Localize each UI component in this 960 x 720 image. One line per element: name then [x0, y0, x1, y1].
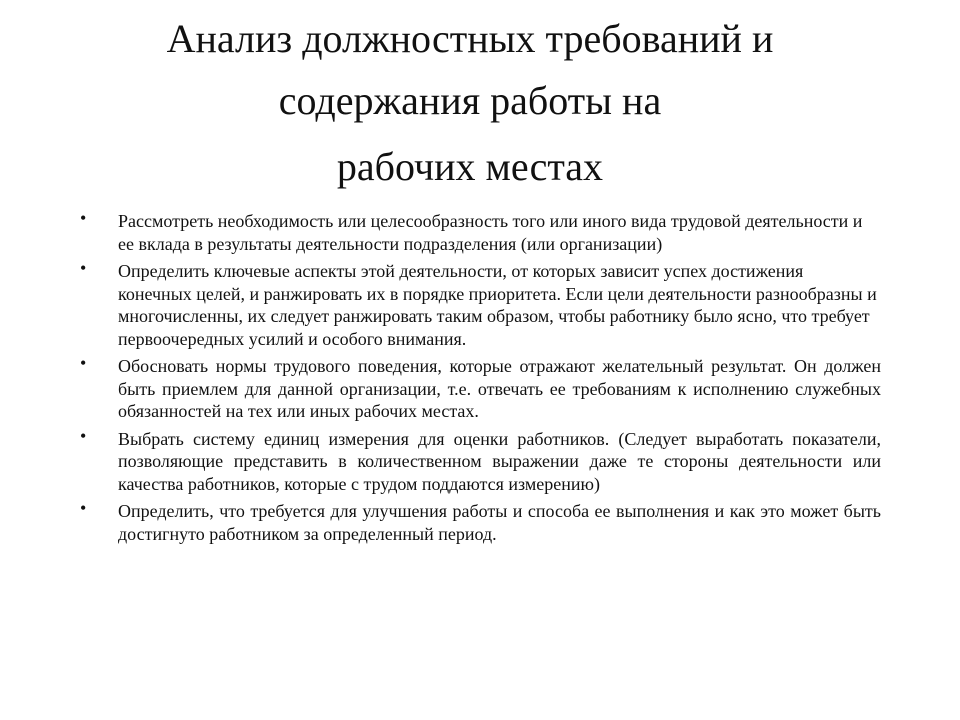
bullet-item	[78, 500, 881, 545]
bullet-icon: •	[80, 353, 87, 373]
bullet-icon: •	[80, 498, 87, 518]
title-line-1: Анализ должностных требований и	[166, 16, 774, 61]
bullet-icon: •	[80, 208, 87, 228]
bullet-text: Выбрать систему единиц измерения для оценки работников. (Следует выработать показатели, позволяющие представить в количественном выражении даже те стороны деятельности или качества работников, которые с трудом поддаются измерению)	[118, 428, 881, 494]
slide-title	[40, 8, 900, 198]
bullet-text: Обосновать нормы трудового поведения, которые отражают желательный результат. Он должен быть приемлем для данной организации, т.е. отвечать ее требованиям к исполнению служебных обязанностей на тех или иных рабочих местах.	[118, 356, 881, 421]
bullet-item	[78, 260, 881, 350]
bullet-text: Определить, что требуется для улучшения работы и способа ее выполнения и как это может быть достигнуто работником за определенный период.	[118, 501, 881, 544]
bullet-icon: •	[80, 258, 87, 278]
bullet-list	[78, 210, 881, 550]
bullet-text: Определить ключевые аспекты этой деятельности, от которых зависит успех достижения конечных целей, и ранжировать их в порядке приоритета. Если цели деятельности разнообразны и многочисленны, их следует ранжировать таким образом, чтобы работнику было ясно, что требует первоочередных усилий и особого внимания.	[118, 261, 877, 349]
bullet-item	[78, 425, 881, 496]
bullet-icon: •	[80, 425, 87, 446]
bullet-item	[78, 355, 881, 423]
bullet-item	[78, 210, 881, 255]
title-line-3: рабочих местах	[336, 144, 604, 189]
title-line-2: содержания работы на	[278, 78, 662, 123]
bullet-text: Рассмотреть необходимость или целесообразность того или иного вида трудовой деятельности и ее вклада в результаты деятельности подразделения (или организации)	[118, 211, 863, 254]
